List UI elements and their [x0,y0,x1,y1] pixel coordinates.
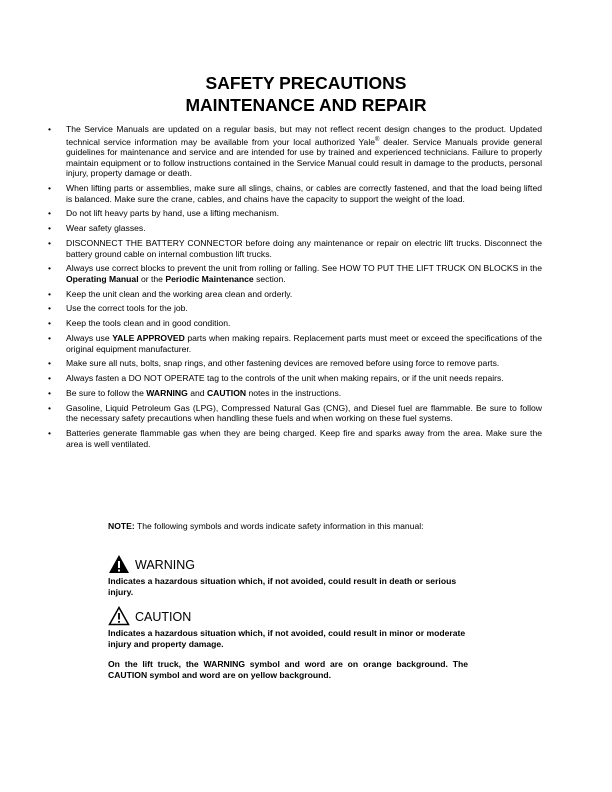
note-text: The following symbols and words indicate safety information in this manual: [134,521,424,531]
list-item: • The Service Manuals are updated on a regular basis, but may not reflect recent design changes to the product. Updated technical service information may be available from your local authorized Yale® dealer. Service Manuals provide general guidelines for maintenance and service and are intended for use by trained and experienced technicians. Failure to properly maintain equipment or to follow instructions contained in the Service Manual could result in damage to the products, personal injury, property damage or death. [48,124,542,179]
list-item: • When lifting parts or assemblies, make sure all slings, chains, or cables are correctly fastened, and that the load being lifted is balanced. Make sure the crane, cables, and chains have the capacity to support the weight of the load. [48,183,542,204]
caution-icon [108,606,130,626]
list-item: • Keep the unit clean and the working area clean and orderly. [48,289,542,300]
list-item: • Always fasten a DO NOT OPERATE tag to the controls of the unit when making repairs, or if the unit needs repairs. [48,373,542,384]
list-item: • Wear safety glasses. [48,223,542,234]
list-item: • Always use correct blocks to prevent the unit from rolling or falling. See HOW TO PUT THE LIFT TRUCK ON BLOCKS in the Operating Manual or the Periodic Maintenance section. [48,263,542,284]
page-title-line-2: MAINTENANCE AND REPAIR [185,95,427,115]
list-item: • Always use YALE APPROVED parts when making repairs. Replacement parts must meet or exceed the specifications of the original equipment manufacturer. [48,333,542,354]
list-item: • Batteries generate flammable gas when they are being charged. Keep fire and sparks away from the area. Make sure the area is well ventilated. [48,428,542,449]
note-label: NOTE: [108,521,135,531]
list-item: • DISCONNECT THE BATTERY CONNECTOR before doing any maintenance or repair on electric lift trucks. Disconnect the battery ground cable on internal combustion lift trucks. [48,238,542,259]
warning-label: WARNING [135,558,195,572]
caution-block [108,604,470,649]
warning-block [108,552,470,597]
caution-text: Indicates a hazardous situation which, if not avoided, could result in minor or moderate injury and property damage. [108,628,466,649]
precautions-list [48,124,542,454]
color-note-paragraph: On the lift truck, the WARNING symbol and word are on orange background. The CAUTION symbol and word are on yellow background. [108,659,468,680]
caution-label: CAUTION [135,610,192,624]
list-item: • Use the correct tools for the job. [48,303,542,314]
warning-icon [108,554,130,574]
list-item: • Do not lift heavy parts by hand, use a lifting mechanism. [48,208,542,219]
note-paragraph [108,521,468,532]
list-item: • Be sure to follow the WARNING and CAUTION notes in the instructions. [48,388,542,399]
page-title-line-1: SAFETY PRECAUTIONS [205,73,407,93]
list-item: • Gasoline, Liquid Petroleum Gas (LPG), Compressed Natural Gas (CNG), and Diesel fuel are flammable. Be sure to follow the necessary safety precautions when handling these fuels and when working on these fuel systems. [48,403,542,424]
list-item: • Make sure all nuts, bolts, snap rings, and other fastening devices are removed before using force to remove parts. [48,358,542,369]
warning-text: Indicates a hazardous situation which, if not avoided, could result in death or serious injury. [108,576,457,597]
list-item: • Keep the tools clean and in good condition. [48,318,542,329]
